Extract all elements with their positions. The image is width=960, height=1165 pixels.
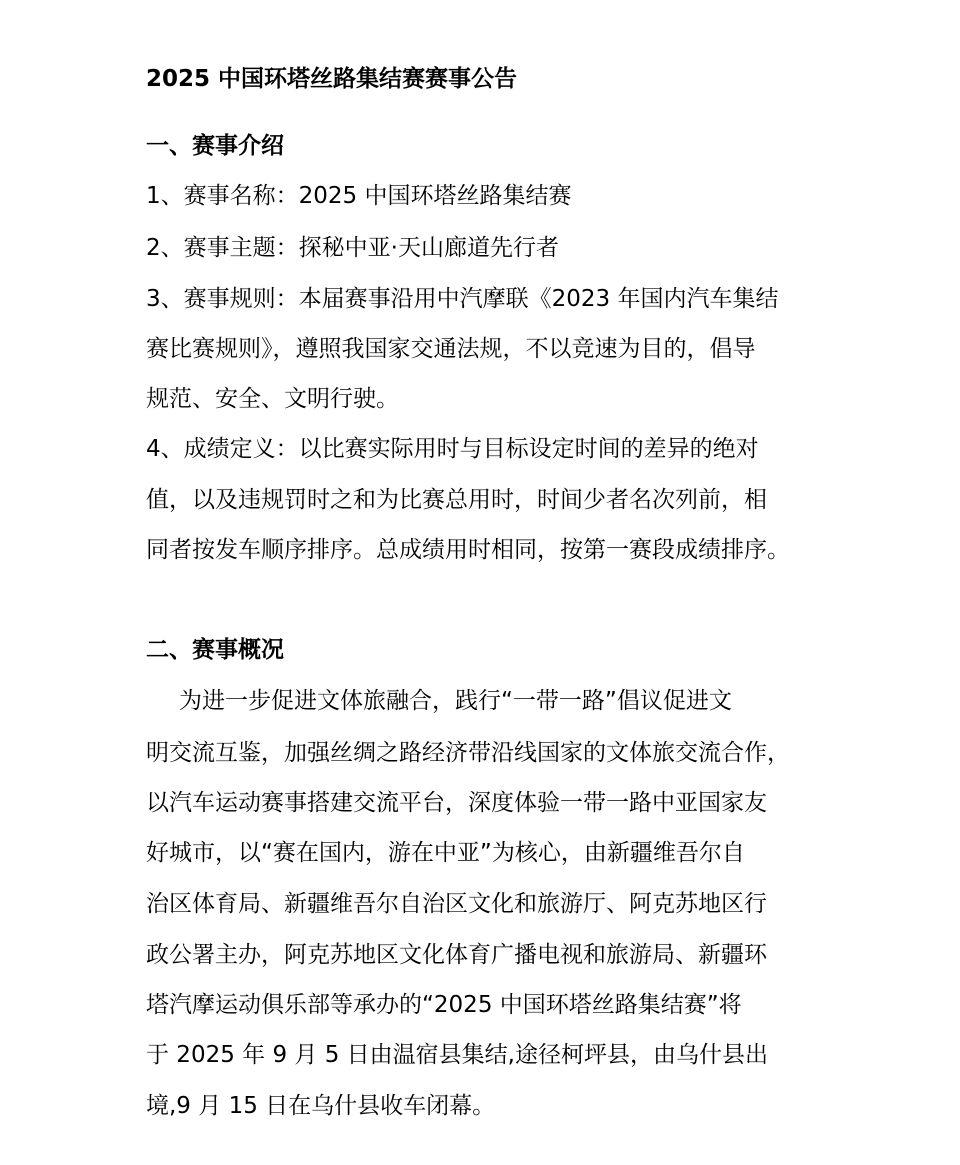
paragraph-line: 以汽车运动赛事搭建交流平台，深度体验一带一路中亚国家友 [146,790,767,816]
paragraph-line: 好城市，以“赛在国内，游在中亚”为核心，由新疆维吾尔自 [146,840,745,866]
paragraph-line: 4、成绩定义：以比赛实际用时与目标设定时间的差异的绝对 [146,436,759,462]
paragraph-line: 规范、安全、文明行驶。 [146,386,399,412]
paragraph-line: 3、赛事规则：本届赛事沿用中汽摩联《2023 年国内汽车集结 [146,286,779,312]
paragraph-line: 政公署主办，阿克苏地区文化体育广播电视和旅游局、新疆环 [146,942,767,968]
paragraph-line: 于 2025 年 9 月 5 日由温宿县集结,途径柯坪县，由乌什县出 [146,1042,768,1068]
paragraph-line: 赛比赛规则》，遵照我国家交通法规，不以竞速为目的，倡导 [146,336,756,362]
section-heading-intro: 一、赛事介绍 [146,133,284,159]
paragraph-line: 同者按发车顺序排序。总成绩用时相同，按第一赛段成绩排序。 [146,537,790,563]
paragraph-line: 值，以及违规罚时之和为比赛总用时，时间少者名次列前，相 [146,487,767,513]
paragraph-line: 治区体育局、新疆维吾尔自治区文化和旅游厅、阿克苏地区行 [146,891,767,917]
document-title: 2025 中国环塔丝路集结赛赛事公告 [146,66,518,92]
paragraph-line: 塔汽摩运动俱乐部等承办的“2025 中国环塔丝路集结赛”将 [146,992,742,1018]
paragraph-line: 1、赛事名称：2025 中国环塔丝路集结赛 [146,183,572,209]
paragraph-line: 境,9 月 15 日在乌什县收车闭幕。 [146,1093,496,1119]
paragraph-line: 为进一步促进文体旅融合，践行“一带一路”倡议促进文 [179,688,732,714]
paragraph-line: 明交流互鉴，加强丝绸之路经济带沿线国家的文体旅交流合作， [146,740,790,766]
paragraph-line: 2、赛事主题：探秘中亚·天山廊道先行者 [146,235,559,261]
section-heading-overview: 二、赛事概况 [146,637,284,663]
